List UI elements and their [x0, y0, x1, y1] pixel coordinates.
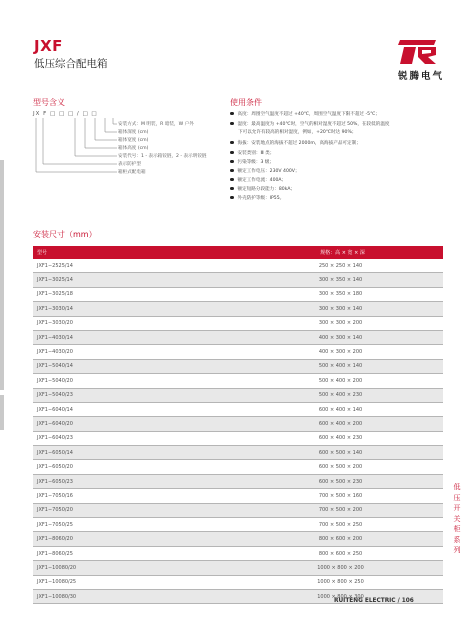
model-cell: JXF1−2525/14	[33, 259, 238, 273]
spec-cell: 250 × 250 × 140	[238, 259, 443, 273]
spec-cell: 1000 × 800 × 250	[238, 575, 443, 589]
spec-cell: 1000 × 800 × 300	[238, 589, 443, 603]
table-row	[33, 474, 443, 488]
table-row	[33, 489, 443, 503]
model-cell: JXF1−6040/14	[33, 402, 238, 416]
bullet-icon	[230, 122, 234, 126]
bullet-icon	[230, 160, 234, 164]
table-header-row	[33, 246, 443, 259]
spec-cell: 300 × 300 × 140	[238, 302, 443, 316]
table-row	[33, 374, 443, 388]
model-cell: JXF1−8060/25	[33, 546, 238, 560]
logo-text: 锐腾电气	[398, 71, 445, 82]
table-row	[33, 330, 443, 344]
condition-item: 海拔：安装地点的海拔不超过 2000m，高海拔产品可定制；	[230, 140, 361, 146]
legend-item: 安装方式：M 明装，R 暗装，W 户外	[118, 122, 194, 127]
model-code: JX F □ □ □ / □ □	[33, 111, 98, 117]
spec-cell: 700 × 500 × 250	[238, 518, 443, 532]
model-cell: JXF1−6040/23	[33, 431, 238, 445]
table-row	[33, 287, 443, 301]
spec-cell: 600 × 500 × 200	[238, 460, 443, 474]
condition-item: 额定工作电压：230V 400V；	[230, 168, 300, 174]
model-cell: JXF1−5040/23	[33, 388, 238, 402]
dimensions-section-title: 安装尺寸（mm）	[33, 230, 97, 239]
spec-cell: 300 × 350 × 180	[238, 287, 443, 301]
condition-item: 额定工作电流：400A；	[230, 177, 286, 183]
spec-cell: 600 × 500 × 230	[238, 474, 443, 488]
ruiteng-logo-icon	[398, 38, 438, 66]
spec-cell: 1000 × 800 × 200	[238, 561, 443, 575]
page-footer: RUITENG ELECTRIC / 106	[334, 598, 414, 604]
legend-item: 箱体深度 (cm)	[118, 130, 149, 135]
condition-item: 安装类别：Ⅲ 类；	[230, 150, 274, 156]
model-cell: JXF1−3030/20	[33, 316, 238, 330]
table-row	[33, 259, 443, 273]
spec-cell: 700 × 500 × 160	[238, 489, 443, 503]
model-cell: JXF1−6050/23	[33, 474, 238, 488]
table-row	[33, 446, 443, 460]
table-row	[33, 532, 443, 546]
legend-item: 表示防护型	[118, 162, 141, 167]
column-header-spec: 规格：高 × 宽 × 深	[238, 246, 443, 259]
dimensions-table	[33, 246, 443, 604]
spec-cell: 500 × 400 × 140	[238, 359, 443, 373]
condition-item: 高度：周围空气温度不超过 +40℃，周围空气温度下限不超过 -5℃；	[230, 111, 380, 117]
bullet-icon	[230, 196, 234, 200]
model-cell: JXF1−5040/20	[33, 374, 238, 388]
model-cell: JXF1−5040/14	[33, 359, 238, 373]
bullet-icon	[230, 141, 234, 145]
model-section-title: 型号含义	[33, 98, 65, 107]
side-category-label: 低压开关柜系列	[453, 483, 461, 554]
condition-item: 污染等级：3 级；	[230, 159, 274, 165]
model-cell: JXF1−8060/20	[33, 532, 238, 546]
model-cell: JXF1−6050/14	[33, 446, 238, 460]
condition-item-continued: 下可以允许有较高的相对湿度，例如，+20℃时达 90%；	[238, 130, 357, 135]
spec-cell: 600 × 400 × 200	[238, 417, 443, 431]
condition-item: 外壳防护等级：IP55。	[230, 195, 284, 201]
spec-cell: 400 × 300 × 140	[238, 330, 443, 344]
legend-item: 安装代号：1 - 表示箱铰链，2 - 表示明铰链	[118, 154, 207, 159]
table-row	[33, 316, 443, 330]
page-title: JXF	[34, 37, 63, 55]
table-row	[33, 388, 443, 402]
spec-cell: 400 × 300 × 200	[238, 345, 443, 359]
table-row	[33, 561, 443, 575]
edge-strip	[0, 160, 4, 390]
table-row	[33, 575, 443, 589]
table-row	[33, 417, 443, 431]
condition-item: 额定短路分段能力：80kA；	[230, 186, 295, 192]
table-row	[33, 345, 443, 359]
bullet-icon	[230, 187, 234, 191]
table-row	[33, 402, 443, 416]
model-cell: JXF1−10080/20	[33, 561, 238, 575]
bullet-icon	[230, 151, 234, 155]
column-header-model: 型号	[33, 246, 238, 259]
model-cell: JXF1−6040/20	[33, 417, 238, 431]
model-cell: JXF1−3030/14	[33, 302, 238, 316]
conditions-section-title: 使用条件	[230, 98, 262, 107]
spec-cell: 600 × 400 × 230	[238, 431, 443, 445]
table-row	[33, 546, 443, 560]
model-code-leader-lines	[33, 118, 123, 198]
table-row	[33, 359, 443, 373]
model-cell: JXF1−10080/30	[33, 589, 238, 603]
spec-cell: 500 × 400 × 230	[238, 388, 443, 402]
spec-cell: 800 × 600 × 200	[238, 532, 443, 546]
spec-cell: 800 × 600 × 250	[238, 546, 443, 560]
legend-item: 箱体宽度 (cm)	[118, 138, 149, 143]
condition-item: 湿度：最高温度为 +40℃时，空气的相对湿度不超过 50%，在较低的温度	[230, 121, 390, 127]
table-row	[33, 431, 443, 445]
table-row	[33, 273, 443, 287]
model-cell: JXF1−6050/20	[33, 460, 238, 474]
spec-cell: 600 × 500 × 140	[238, 446, 443, 460]
edge-strip	[0, 395, 4, 430]
model-cell: JXF1−7050/16	[33, 489, 238, 503]
table-row	[33, 503, 443, 517]
model-cell: JXF1−7050/20	[33, 503, 238, 517]
legend-item: 箱体高度 (cm)	[118, 146, 149, 151]
spec-cell: 300 × 300 × 200	[238, 316, 443, 330]
spec-cell: 600 × 400 × 140	[238, 402, 443, 416]
table-row	[33, 302, 443, 316]
bullet-icon	[230, 169, 234, 173]
model-cell: JXF1−3025/18	[33, 287, 238, 301]
model-cell: JXF1−4030/20	[33, 345, 238, 359]
model-cell: JXF1−7050/25	[33, 518, 238, 532]
spec-cell: 300 × 350 × 140	[238, 273, 443, 287]
bullet-icon	[230, 178, 234, 182]
spec-cell: 500 × 400 × 200	[238, 374, 443, 388]
page-subtitle: 低压综合配电箱	[34, 58, 108, 70]
model-cell: JXF1−4030/14	[33, 330, 238, 344]
table-row	[33, 518, 443, 532]
model-cell: JXF1−10080/25	[33, 575, 238, 589]
model-cell: JXF1−3025/14	[33, 273, 238, 287]
bullet-icon	[230, 112, 234, 116]
table-row	[33, 460, 443, 474]
legend-item: 箱柜式配电箱	[118, 170, 146, 175]
spec-cell: 700 × 500 × 200	[238, 503, 443, 517]
